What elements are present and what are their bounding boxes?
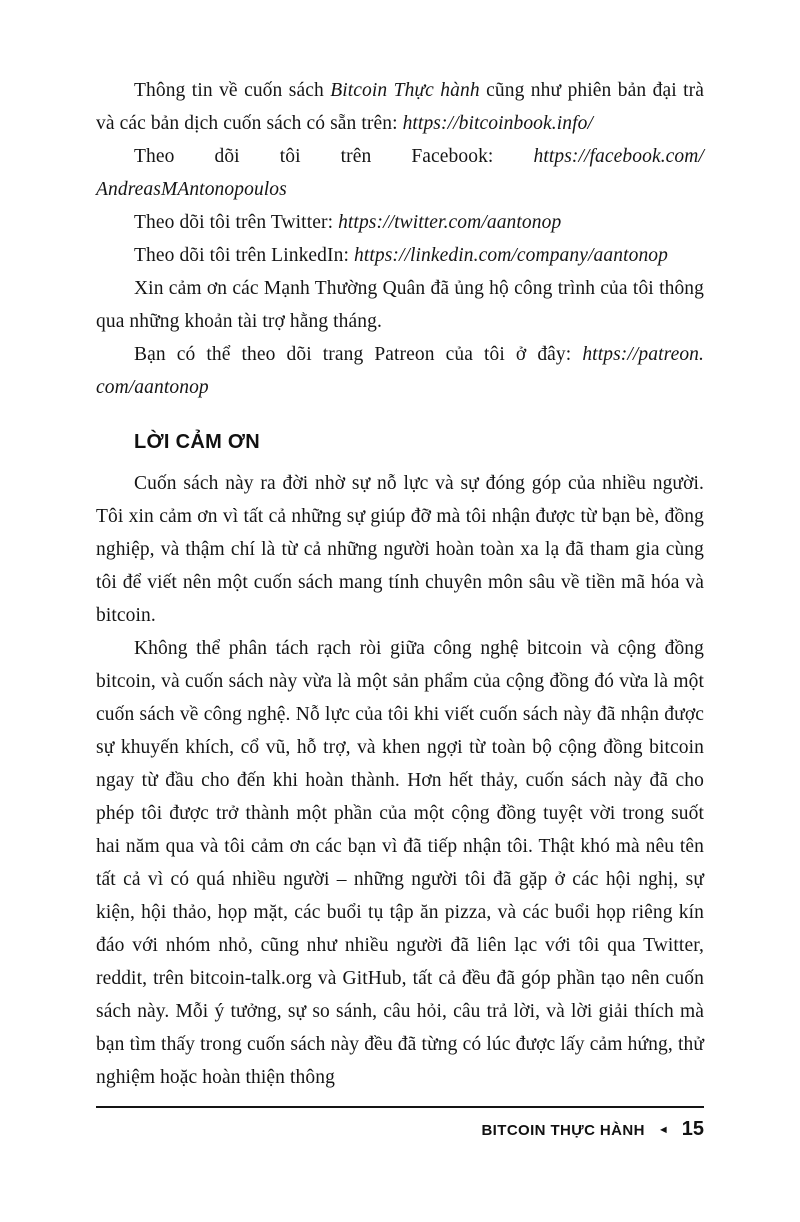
left-triangle-icon: ◄ bbox=[657, 1124, 669, 1136]
footer-divider bbox=[96, 1106, 704, 1108]
paragraph bbox=[96, 467, 704, 632]
emphasized-text: https://patreon. bbox=[582, 344, 704, 365]
running-title: BITCOIN THỰC HÀNH bbox=[481, 1122, 645, 1139]
emphasized-text: https://twitter.com/aantonop bbox=[338, 212, 562, 233]
body-text: Thông tin về cuốn sách bbox=[134, 80, 331, 101]
emphasized-text: AndreasMAntonopoulos bbox=[96, 179, 287, 200]
emphasized-text: https://facebook.com/ bbox=[533, 146, 704, 167]
body-text: Theo dõi tôi trên Twitter: bbox=[134, 212, 339, 233]
body-text: Theo dõi tôi trên LinkedIn: bbox=[134, 245, 354, 266]
section-heading: LỜI CẢM ƠN bbox=[134, 431, 260, 453]
emphasized-text: https://linkedin.com/company/aantonop bbox=[353, 245, 668, 266]
emphasized-text: Bitcoin Thực hành bbox=[330, 80, 480, 101]
paragraph bbox=[96, 74, 704, 140]
paragraph bbox=[96, 206, 704, 239]
paragraph bbox=[96, 272, 704, 338]
page-content bbox=[96, 74, 704, 1094]
page-footer bbox=[96, 1106, 704, 1141]
body-text: Không thể phân tách rạch ròi giữa công nghệ bitcoin và cộng đồng bitcoin, và cuốn sách này vừa là một sản phẩm của cộng đồng đó vừa là một cuốn sách về công nghệ. Nỗ lực của tôi khi viết cuốn sách này đã nhận được sự khuyến khích, cổ vũ, hỗ trợ, và khen ngợi từ toàn bộ cộng đồng bitcoin ngay từ đầu cho đến khi hoàn thành. Hơn hết thảy, cuốn sách này đã cho phép tôi được trở thành một phần của một cộng đồng tuyệt vời trong suốt hai năm qua và tôi cảm ơn các bạn vì đã tiếp nhận tôi. Thật khó mà nêu tên tất cả vì có quá nhiều người – những người tôi đã gặp ở các hội nghị, sự kiện, hội thảo, họp mặt, các buổi tụ tập ăn pizza, và các buổi họp riêng kín đáo với nhóm nhỏ, cũng như nhiều người đã liên lạc với tôi qua Twitter, reddit, trên bitcoin-talk.org và GitHub, tất cả đều đã góp phần tạo nên cuốn sách này. Mỗi ý tưởng, sự so sánh, câu hỏi, câu trả lời, và lời giải thích mà bạn tìm thấy trong cuốn sách này đều đã từng có lúc được lấy cảm hứng, thử nghiệm hoặc hoàn thiện thông bbox=[96, 638, 704, 1088]
body-text: cũng như phiên bản đại trà và các bản dịch cuốn sách có sẵn trên: bbox=[96, 80, 705, 134]
emphasized-text: com/aantonop bbox=[96, 377, 209, 398]
paragraph bbox=[96, 338, 704, 404]
page-number: 15 bbox=[681, 1118, 704, 1140]
body-text: Theo dõi tôi trên Facebook: bbox=[134, 146, 534, 167]
paragraph bbox=[96, 632, 704, 1094]
body-text: Xin cảm ơn các Mạnh Thường Quân đã ủng hộ công trình của tôi thông qua những khoản tài trợ hằng tháng. bbox=[96, 278, 704, 332]
emphasized-text: https://bitcoinbook.info/ bbox=[402, 113, 594, 134]
body-text: Bạn có thể theo dõi trang Patreon của tôi ở đây: bbox=[134, 344, 583, 365]
paragraph bbox=[96, 239, 704, 272]
paragraph bbox=[96, 140, 704, 206]
body-text: Cuốn sách này ra đời nhờ sự nỗ lực và sự đóng góp của nhiều người. Tôi xin cảm ơn vì tất cả những sự giúp đỡ mà tôi nhận được từ bạn bè, đồng nghiệp, và thậm chí là từ cả những người hoàn toàn xa lạ đã tham gia cùng tôi để viết nên một cuốn sách mang tính chuyên môn sâu về tiền mã hóa và bitcoin. bbox=[96, 473, 704, 626]
footer-text bbox=[96, 1118, 704, 1141]
intro-paragraphs bbox=[96, 74, 704, 404]
acknowledgments-paragraphs bbox=[96, 467, 704, 1094]
